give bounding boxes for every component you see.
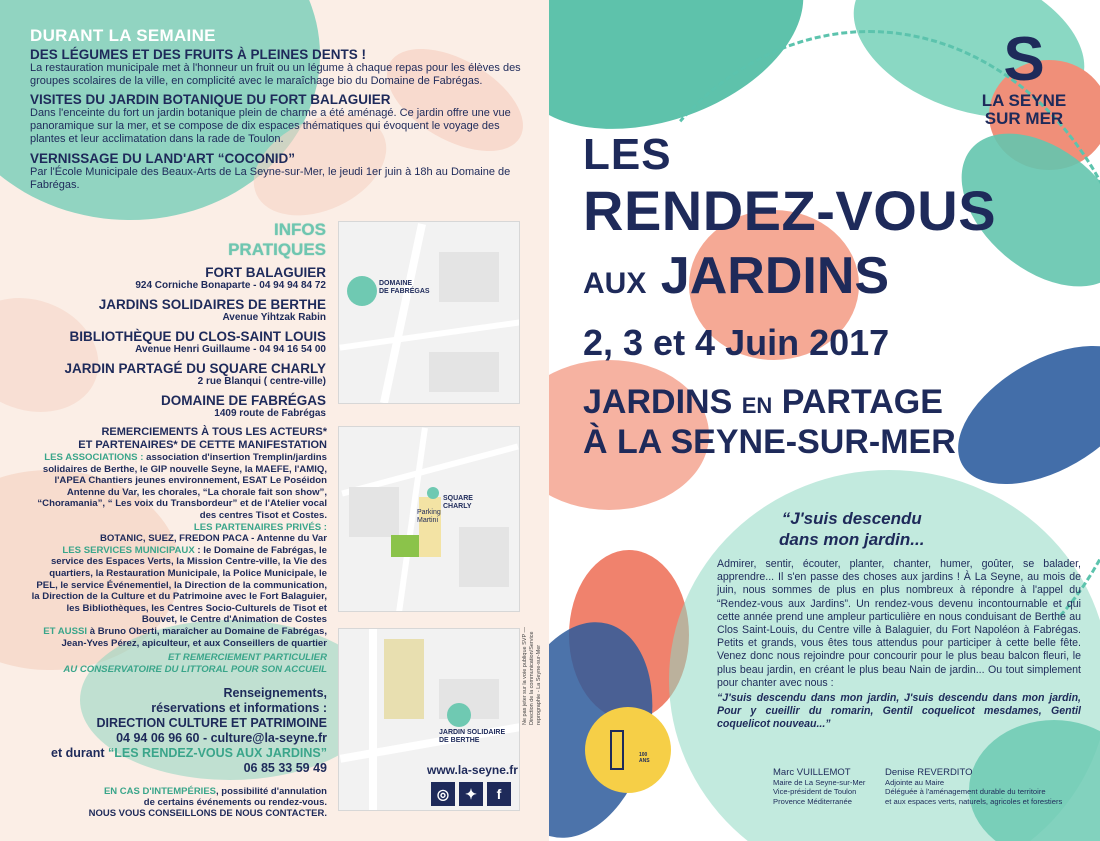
facebook-icon[interactable]: f: [487, 782, 511, 806]
partner-logo: [585, 707, 671, 793]
contact-line: Renseignements,: [223, 686, 327, 700]
thanks-text: à Bruno Oberti, maraîcher au Domaine de Fabrégas, Jean-Yves Pérez, apiculteur, et aux Conseillers de quartier: [61, 625, 327, 649]
contact-line: [30, 746, 327, 761]
contact-phone[interactable]: 06 85 33 59 49: [243, 761, 327, 775]
title-jardins: JARDINS: [660, 247, 890, 305]
subtitle-partage: PARTAGE: [781, 383, 943, 421]
place-name: DOMAINE DE FABRÉGAS: [160, 393, 326, 408]
weather-text: de certains événements ou rendez-vous.: [143, 797, 327, 808]
map-road: [380, 223, 426, 404]
logo-tag: 100 ANS: [639, 752, 650, 764]
map-fabregas[interactable]: [338, 221, 520, 404]
thanks-special: AU CONSERVATOIRE DU LITTORAL POUR SON ACCUEIL: [63, 663, 327, 675]
map-road: [339, 319, 520, 350]
week-block-text: Dans l'enceinte du fort un jardin botanique plein de charme a été aménagé. Ce jardin offre une vue panoramique sur la mer, et se compose de dix espaces thématiques qui évoquent le voyage des plantes et leur acclimatation dans la rade de Toulon.: [30, 107, 511, 145]
website-link[interactable]: www.la-seyne.fr: [427, 763, 518, 777]
week-block-title: DES LÉGUMES ET DES FRUITS À PLEINES DENTS !: [30, 47, 367, 62]
thanks-label: ET AUSSI: [43, 625, 88, 637]
contact-line: DIRECTION CULTURE ET PATRIMOINE: [96, 716, 327, 730]
twitter-icon[interactable]: ✦: [459, 782, 483, 806]
map-location-marker: [447, 703, 471, 727]
left-panel: [0, 0, 549, 841]
signature-role: Maire de La Seyne-sur-Mer: [773, 777, 866, 787]
map-square-charly[interactable]: [338, 426, 520, 612]
thanks-label: LES SERVICES MUNICIPAUX: [62, 544, 195, 556]
subtitle-la-seyne: À LA SEYNE-SUR-MER: [583, 423, 956, 461]
signature-role: Vice-président de Toulon: [773, 787, 857, 796]
place-address: Avenue Henri Guillaume - 04 94 16 54 00: [135, 344, 326, 355]
thanks-heading: REMERCIEMENTS À TOUS LES ACTEURS*: [101, 426, 327, 438]
intro-text: [717, 558, 1081, 732]
week-section: [30, 26, 525, 192]
contact-section: [30, 686, 327, 819]
city-logo[interactable]: [969, 25, 1079, 128]
week-heading: DURANT LA SEMAINE: [30, 26, 216, 45]
contact-event-name: “LES RENDEZ-VOUS AUX JARDINS”: [107, 746, 327, 760]
title-les: LES: [583, 130, 672, 179]
week-block-text: La restauration municipale met à l'honneur un fruit ou un légume à chaque repas pour les élèves des groupes scolaires de la ville, en complicité avec le maraîchage bio du Domaine de Fabrégas.: [30, 62, 521, 87]
quote-line: dans mon jardin...: [779, 530, 925, 549]
infos-title-line1: INFOS: [274, 220, 326, 239]
signature-role: Provence Méditerranée: [773, 796, 852, 806]
signature-role: Déléguée à l'aménagement durable du territoire: [885, 787, 1046, 796]
map-label: SQUARE CHARLY: [443, 495, 473, 510]
signature-name: Marc VUILLEMOT: [773, 767, 851, 778]
map-location-marker: [427, 487, 439, 499]
quote-title: [779, 508, 924, 550]
thanks-text: association d'insertion Tremplin/jardins solidaires de Berthe, le GIP nouvelle Seyne, la MAEFE, l'AMIQ, l'APEA Chantiers jeunes environnement, ESAT Le Poséidon Antenne du Var, les chorales, “La chorale fait son show”, “Choramania”, “ Les voix du Transbordeur” et de l'Atelier vocal des centres Tisot et Costes.: [37, 452, 327, 521]
thanks-also: [30, 626, 327, 649]
map-label: Parking Martini: [417, 509, 441, 524]
map-block: [429, 352, 499, 392]
thanks-label: LES PARTENAIRES PRIVÉS :: [193, 521, 327, 533]
signature-role: et aux espaces verts, naturels, agricoles et forestiers: [885, 796, 1063, 806]
signature-mayor: [773, 768, 865, 806]
place-address: 924 Corniche Bonaparte - 04 94 94 84 72: [135, 280, 326, 291]
title-rendez-vous: RENDEZ-VOUS: [583, 179, 997, 242]
place-name: BIBLIOTHÈQUE DU CLOS-SAINT LOUIS: [69, 329, 326, 344]
map-location-marker: [347, 276, 377, 306]
map-berthe[interactable]: [338, 628, 520, 811]
intro-lyrics: “J'suis descendu dans mon jardin, J'suis descendu dans mon jardin, Pour y cueillir du romarin, Gentil coquelicot mesdames, Gentil coquelicot nouveau...”: [717, 692, 1081, 731]
contact-text: et durant: [51, 746, 108, 760]
subtitle-en: EN: [741, 393, 773, 418]
right-panel: [549, 0, 1100, 841]
map-block: [439, 252, 499, 302]
infos-title: [30, 220, 326, 260]
week-block-text: Par l'École Municipale des Beaux-Arts de La Seyne-sur-Mer, le jeudi 1er juin à 18h au Domaine de Fabrégas.: [30, 166, 511, 191]
thanks-municipal: [30, 545, 327, 626]
place-address: 2 rue Blanqui ( centre-ville): [197, 376, 326, 387]
week-block-title: VISITES DU JARDIN BOTANIQUE DU FORT BALAGUIER: [30, 92, 391, 107]
contact-phone-email[interactable]: 04 94 06 96 60 - culture@la-seyne.fr: [116, 731, 327, 745]
week-block-title: VERNISSAGE DU LAND'ART “COCONID”: [30, 151, 295, 166]
city-logo-line1: LA SEYNE: [981, 91, 1067, 110]
map-road: [369, 629, 377, 811]
map-block: [349, 487, 399, 537]
thanks-text: BOTANIC, SUEZ, FREDON PACA - Antenne du Var: [99, 533, 327, 545]
weather-label: EN CAS D'INTEMPÉRIES: [103, 786, 216, 797]
place-name: JARDINS SOLIDAIRES DE BERTHE: [98, 297, 326, 312]
map-green-area: [391, 535, 419, 557]
map-block: [459, 527, 509, 587]
map-label: JARDIN SOLIDAIRE DE BERTHE: [439, 729, 506, 744]
thanks-section: [30, 426, 327, 675]
city-logo-line2: SUR MER: [984, 109, 1064, 128]
place-name: FORT BALAGUIER: [205, 265, 326, 280]
legal-note: Ne pas jeter sur la voie publique SVP — Direction de la communication/Service reprographie - La Seyne-sur-Mer: [522, 626, 542, 725]
place-name: JARDIN PARTAGÉ DU SQUARE CHARLY: [64, 361, 326, 376]
signature-deputy: [885, 768, 1062, 806]
tower-icon: [610, 730, 624, 770]
title-aux-jardins: [583, 246, 889, 306]
weather-text: , possibilité d'annulation: [216, 786, 327, 797]
subtitle-jardins: JARDINS: [583, 383, 733, 421]
place-address: Avenue Yihtzak Rabin: [222, 312, 326, 323]
signature-name: Denise REVERDITO: [885, 767, 973, 778]
thanks-associations: [30, 452, 327, 522]
weather-text: NOUS VOUS CONSEILLONS DE NOUS CONTACTER.: [88, 808, 327, 819]
instagram-icon[interactable]: ◎: [431, 782, 455, 806]
signature-role: Adjointe au Maire: [885, 777, 945, 787]
thanks-text: : le Domaine de Fabrégas, le service des Espaces Verts, la Mission Centre-ville, la Vie des quartiers, la Restauration Municipale, la Police Municipale, le PEL, le service Événementiel, la Direction de la communication, la Direction de la Culture et du Patrimoine avec le Fort Balaguier, les Bibliothèques, les Centres Socio-Culturels de Tisot et Bouvet, le Centre d'Animation de Costes: [31, 544, 327, 626]
weather-warning: [30, 786, 327, 797]
subtitle-jardins-partage: [583, 383, 943, 422]
title-aux: AUX: [583, 267, 647, 300]
map-label: DOMAINE DE FABRÉGAS: [379, 280, 430, 295]
quote-line: “J'suis descendu: [781, 509, 922, 528]
map-parking: [419, 497, 441, 557]
contact-line: réservations et informations :: [151, 701, 327, 715]
city-logo-mark: S: [1003, 25, 1045, 94]
intro-paragraph: Admirer, sentir, écouter, planter, chanter, humer, goûter, se balader, apprendre... Il s'en passe des choses aux jardins ! À La Seyne, au mois de juin, nous sommes de plus en plus nombreux à répondre à l'appel du “Rendez-vous aux Jardins”. Un rendez-vous devenu incontournable et qui cette année prend une ampleur particulière en nous conduisant de Berthe au Clos Saint-Louis, du Centre ville à Balaguier, du Fort Napoléon à Fabrégas. Petits et grands, vous êtes tous attendus pour participer à cette belle fête. Venez donc nous rejoindre pour concourir pour le plus beau balcon fleuri, le plus beau jardin, en créant le plus beau Nain de jardin... Ou tout simplement pour chanter avec nous :: [717, 558, 1081, 689]
thanks-heading: ET PARTENAIRES* DE CETTE MANIFESTATION: [78, 439, 327, 451]
thanks-special: ET REMERCIEMENT PARTICULIER: [167, 652, 327, 664]
place-address: 1409 route de Fabrégas: [214, 408, 326, 419]
infos-section: [30, 220, 326, 420]
event-dates: 2, 3 et 4 Juin 2017: [583, 322, 890, 363]
map-block: [384, 639, 424, 719]
thanks-label: LES ASSOCIATIONS :: [44, 452, 144, 463]
infos-title-line2: PRATIQUES: [228, 240, 326, 259]
